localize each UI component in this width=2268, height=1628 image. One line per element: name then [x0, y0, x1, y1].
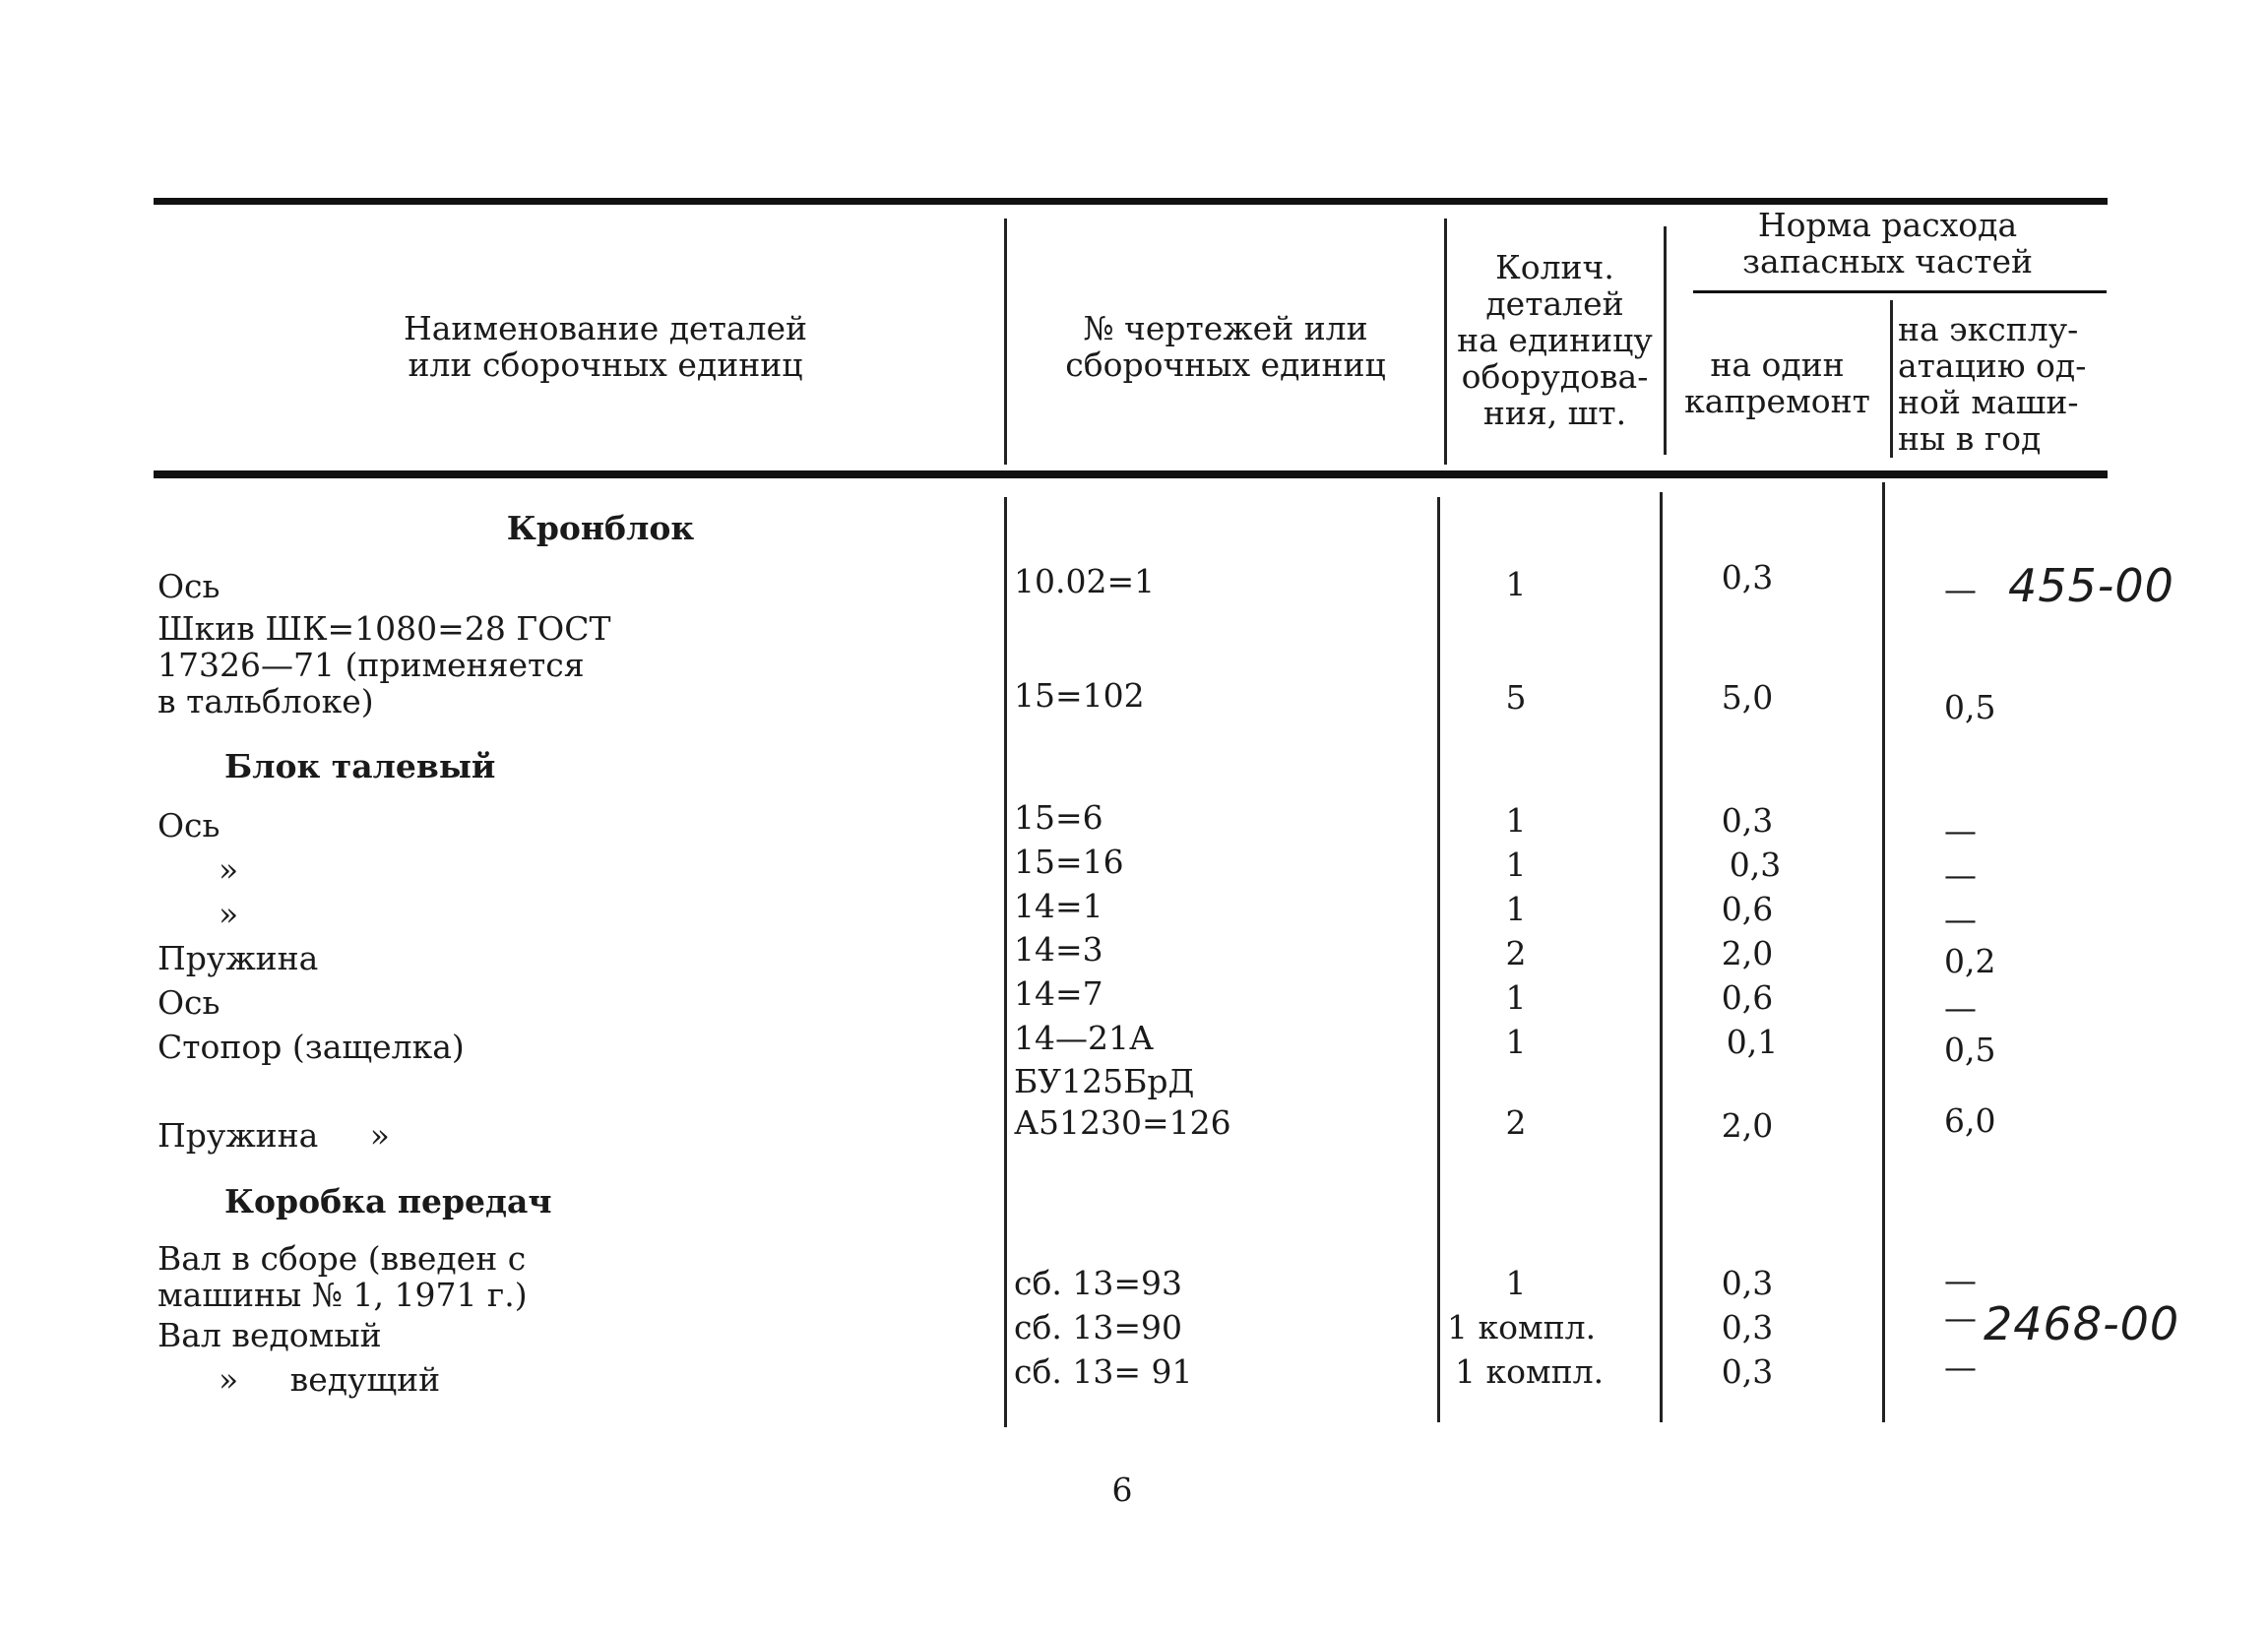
header-divider-1 — [1004, 219, 1007, 465]
row-repair: 0,1 — [1726, 1023, 1779, 1061]
header-col-name: Наименование деталей или сборочных единиц — [403, 309, 808, 384]
row-annual: 0,2 — [1944, 942, 1996, 980]
row-annual: 0,5 — [1944, 688, 1996, 726]
row-name: Вал ведомый — [158, 1316, 382, 1354]
row-name: Ось — [158, 567, 220, 605]
row-drawing: сб. 13=93 — [1014, 1264, 1182, 1302]
row-qty: 1 — [1505, 978, 1527, 1017]
row-qty: 5 — [1505, 678, 1527, 717]
row-qty: 1 — [1505, 890, 1527, 928]
section-title: Коробка передач — [224, 1182, 552, 1221]
section-title: Блок талевый — [224, 747, 496, 785]
row-qty: 1 — [1505, 1023, 1527, 1061]
row-repair: 0,3 — [1721, 1352, 1774, 1391]
row-qty: 1 — [1505, 1264, 1527, 1302]
row-name: » — [219, 895, 239, 933]
row-repair: 0,3 — [1721, 1308, 1774, 1346]
top-rule — [154, 198, 2108, 205]
page-number: 6 — [1111, 1471, 1133, 1509]
header-divider-4 — [1890, 300, 1893, 458]
row-annual: — — [1944, 988, 1977, 1027]
row-name: Ось — [158, 983, 220, 1022]
header-divider-2 — [1444, 219, 1447, 465]
row-repair: 0,3 — [1721, 558, 1774, 596]
row-qty: 1 компл. — [1455, 1352, 1605, 1391]
row-qty: 1 компл. — [1447, 1308, 1597, 1346]
row-qty: 1 — [1505, 845, 1527, 884]
header-col-drawing: № чертежей или сборочных единиц — [1065, 309, 1386, 384]
row-drawing: 15=6 — [1014, 798, 1103, 837]
row-name: Пружина — [158, 939, 319, 977]
row-qty: 2 — [1505, 934, 1527, 972]
row-repair: 0,3 — [1721, 801, 1774, 840]
row-repair: 5,0 — [1721, 678, 1774, 717]
row-repair: 0,6 — [1721, 890, 1774, 928]
row-repair: 2,0 — [1721, 1106, 1774, 1145]
handwritten-note: 2468-00 — [1984, 1297, 2180, 1350]
row-annual: 6,0 — [1944, 1101, 1996, 1140]
row-annual: 0,5 — [1944, 1031, 1996, 1069]
row-name: » ведущий — [219, 1360, 441, 1399]
row-annual: — — [1944, 1261, 1977, 1299]
row-drawing: 15=102 — [1014, 676, 1145, 715]
row-drawing: сб. 13=90 — [1014, 1308, 1182, 1346]
row-annual: — — [1944, 811, 1977, 849]
section-title: Кронблок — [506, 509, 695, 547]
header-bottom-rule — [154, 470, 2108, 478]
row-name: Пружина » — [158, 1116, 390, 1155]
row-repair: 0,6 — [1721, 978, 1774, 1017]
handwritten-note: 455-00 — [2008, 559, 2174, 612]
row-drawing: БУ125БрД — [1014, 1062, 1195, 1100]
row-drawing: 10.02=1 — [1014, 562, 1156, 600]
row-name: » — [219, 850, 239, 889]
row-name: Стопор (защелка) — [158, 1028, 465, 1066]
row-annual: — — [1944, 900, 1977, 938]
row-annual: — — [1944, 855, 1977, 894]
row-drawing: сб. 13= 91 — [1014, 1352, 1193, 1391]
row-drawing: 14=7 — [1014, 974, 1103, 1013]
body-divider-3 — [1660, 492, 1663, 1422]
row-annual: — — [1944, 1347, 1977, 1386]
header-col-repair: на один капремонт — [1684, 345, 1870, 420]
header-col-norm: Норма расхода запасных частей — [1742, 206, 2033, 281]
row-name: Вал в сборе (введен с машины № 1, 1971 г.) — [158, 1239, 528, 1314]
row-drawing: А51230=126 — [1014, 1103, 1231, 1142]
row-name: Ось — [158, 806, 220, 845]
row-qty: 2 — [1505, 1103, 1527, 1142]
row-repair: 0,3 — [1721, 1264, 1774, 1302]
row-name: Шкив ШК=1080=28 ГОСТ 17326—71 (применяется в тальблоке) — [158, 609, 611, 720]
row-qty: 1 — [1505, 801, 1527, 840]
header-col-annual: на эксплу- атацию од- ной маши- ны в год — [1898, 310, 2087, 458]
norm-subheader-rule — [1693, 290, 2107, 293]
row-repair: 0,3 — [1729, 845, 1782, 884]
row-annual: — — [1944, 1298, 1977, 1337]
row-drawing: 15=16 — [1014, 843, 1124, 881]
row-annual: — — [1944, 570, 1977, 608]
row-qty: 1 — [1505, 565, 1527, 603]
header-col-qty: Колич. деталей на единицу оборудова- ния, шт. — [1457, 248, 1653, 432]
row-drawing: 14=3 — [1014, 930, 1103, 969]
row-drawing: 14—21А — [1014, 1019, 1154, 1057]
body-divider-2 — [1437, 497, 1440, 1422]
body-divider-1 — [1004, 497, 1007, 1427]
row-repair: 2,0 — [1721, 934, 1774, 972]
body-divider-4 — [1882, 482, 1885, 1422]
header-divider-3 — [1664, 226, 1667, 455]
row-drawing: 14=1 — [1014, 887, 1103, 925]
